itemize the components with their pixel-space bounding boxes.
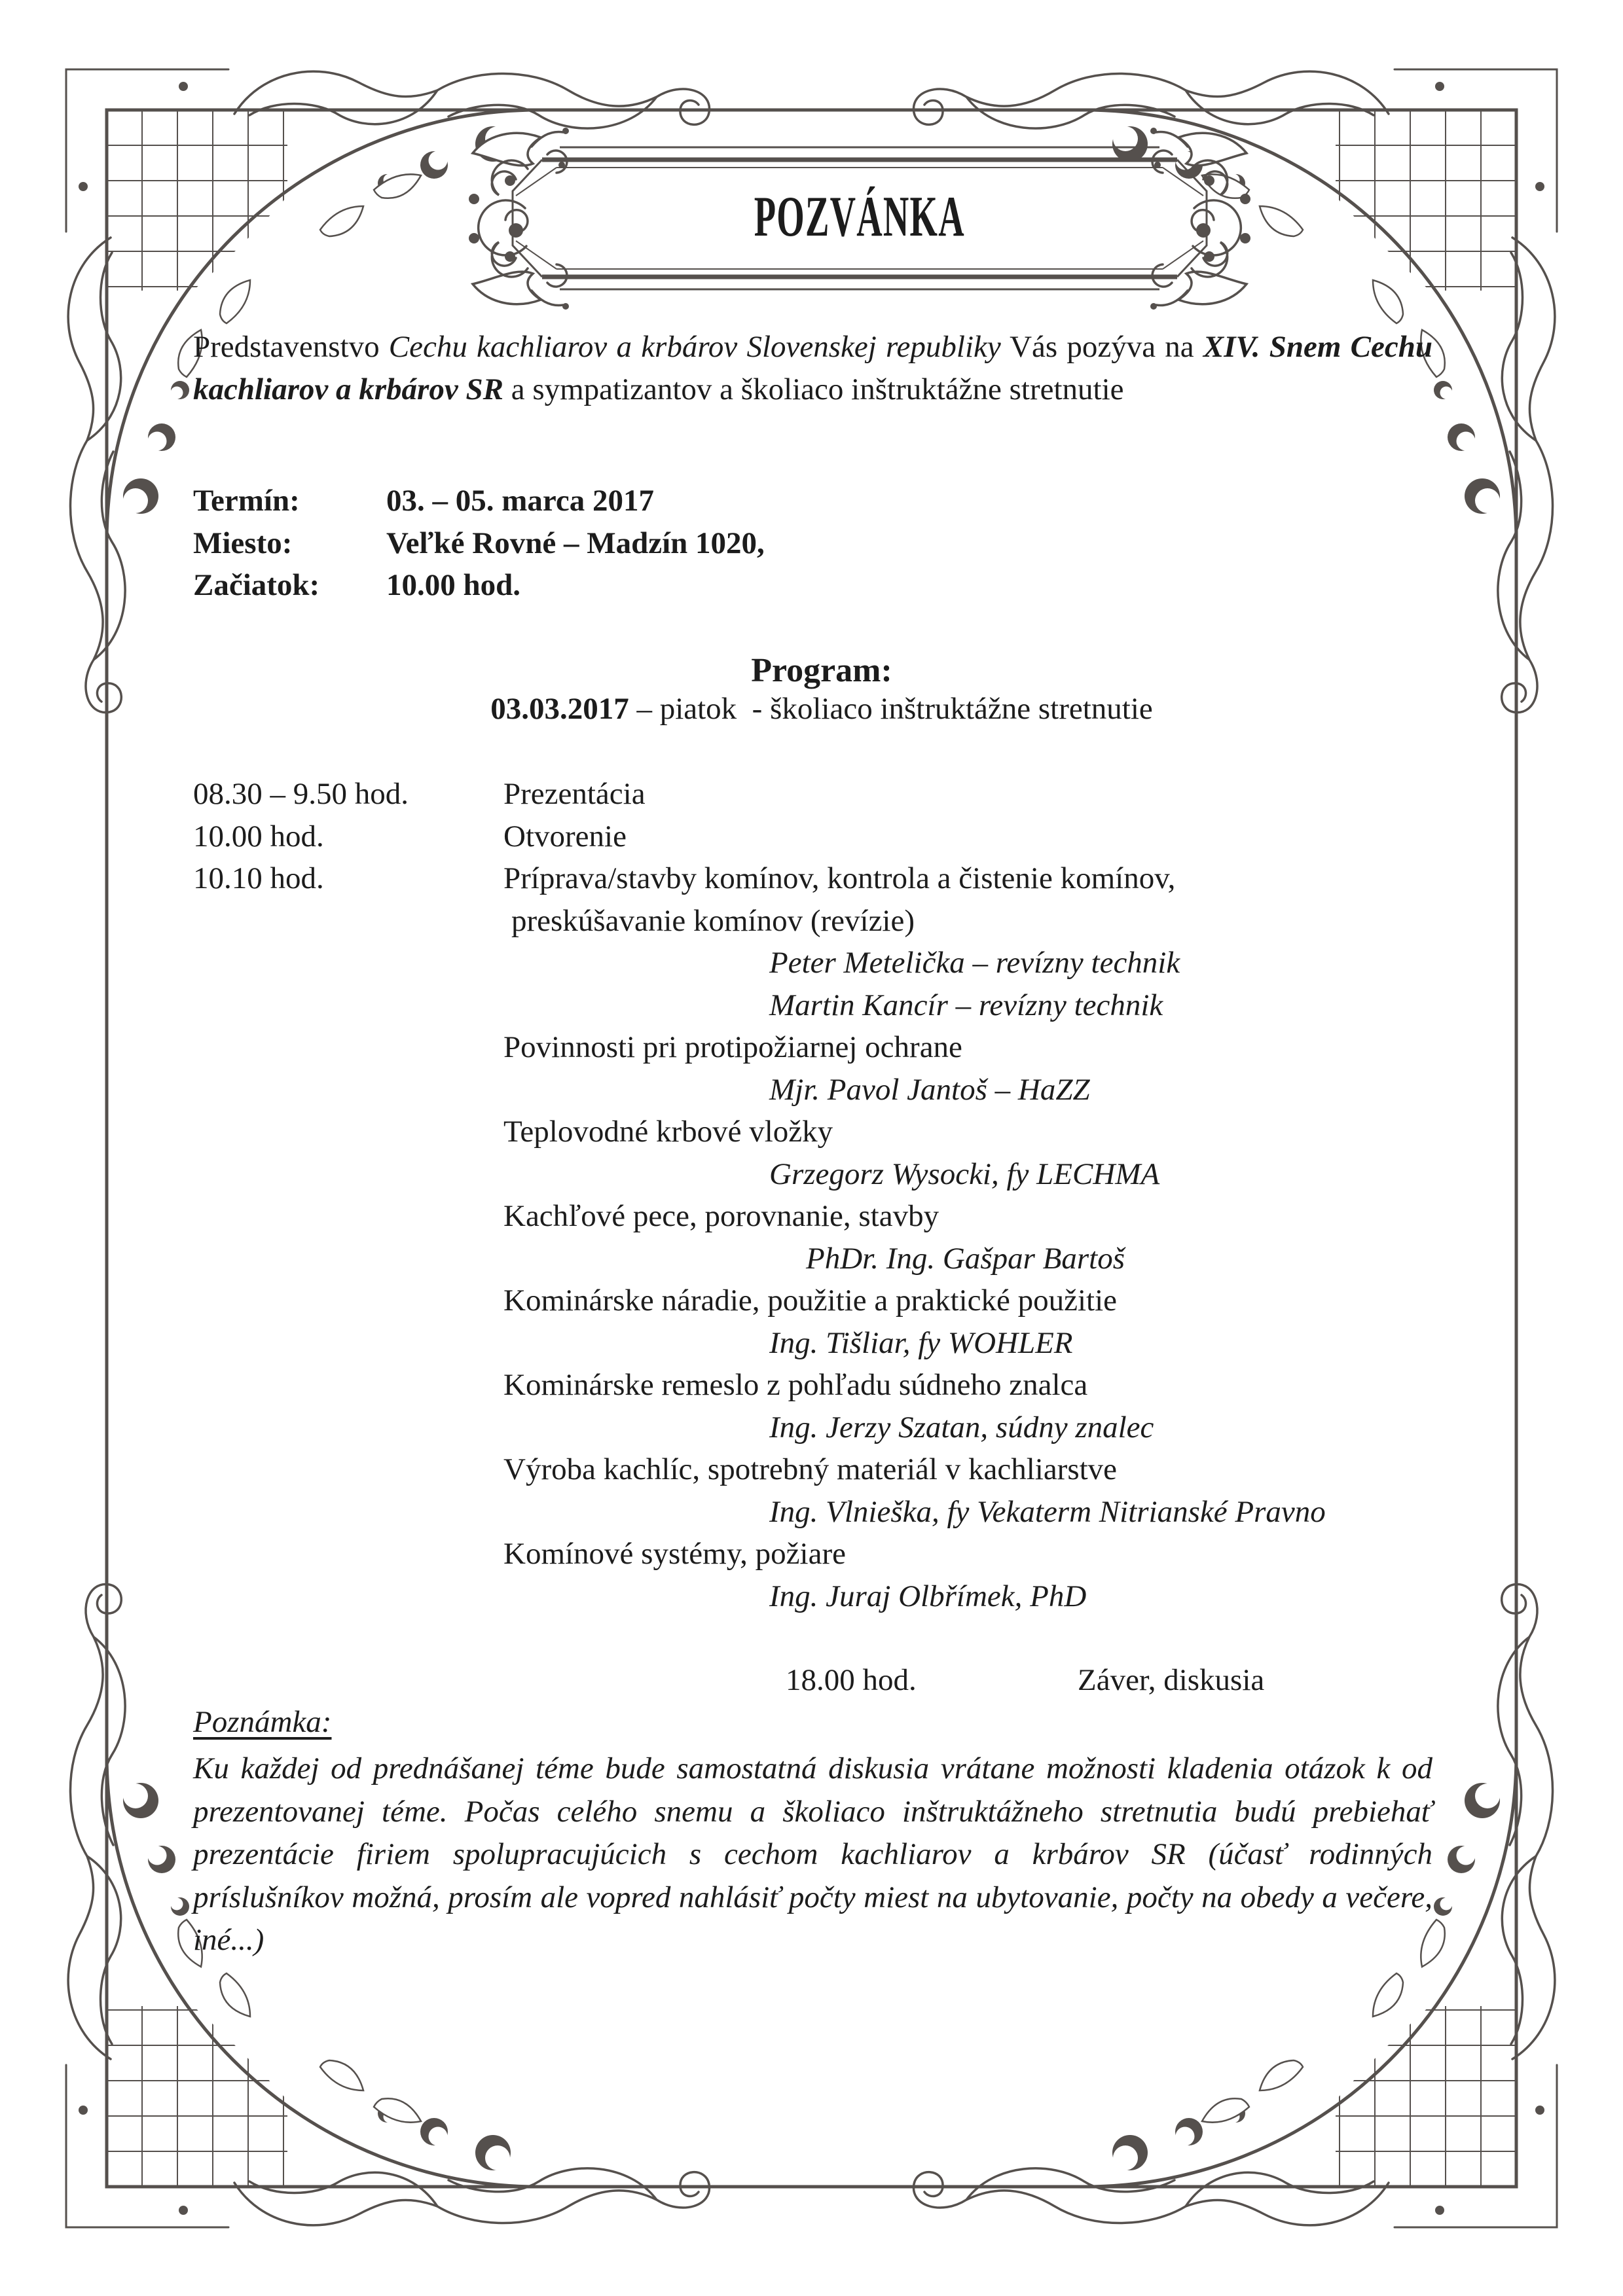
schedule-speaker: Ing. Tišliar, fy WOHLER xyxy=(769,1325,1073,1360)
schedule-time: 10.00 hod. xyxy=(193,819,324,853)
schedule-row xyxy=(193,819,1503,861)
schedule-topic: Otvorenie xyxy=(503,819,627,853)
schedule-row xyxy=(193,903,1503,946)
intro-part-5: a sympatizantov a školiaco inštruktážne stretnutie xyxy=(503,372,1124,406)
intro-part-3: Vás pozýva na xyxy=(1000,330,1203,364)
page-title-text: POZVÁNKA xyxy=(754,185,966,249)
intro-part-1: Predstavenstvo xyxy=(193,330,389,364)
info-label: Miesto: xyxy=(193,526,293,560)
schedule-time: 10.10 hod. xyxy=(193,861,324,895)
info-row-date xyxy=(193,483,765,526)
schedule-row xyxy=(193,1072,1503,1115)
schedule-time: 08.30 – 9.50 hod. xyxy=(193,777,409,811)
schedule-topic: Povinnosti pri protipožiarnej ochrane xyxy=(503,1030,962,1064)
schedule-row xyxy=(193,861,1503,903)
program-subtitle xyxy=(193,691,1450,726)
schedule-row xyxy=(193,1198,1503,1241)
schedule-row xyxy=(193,1325,1503,1368)
schedule-topic: Komínové systémy, požiare xyxy=(503,1537,846,1571)
schedule-row xyxy=(193,1579,1503,1621)
program-schedule xyxy=(193,776,1503,1621)
event-info xyxy=(193,483,765,610)
info-value: Veľké Rovné – Madzín 1020, xyxy=(386,526,765,560)
schedule-topic: Kachľové pece, porovnanie, stavby xyxy=(503,1199,939,1233)
schedule-topic: Teplovodné krbové vložky xyxy=(503,1115,833,1149)
schedule-speaker: Ing. Vlnieška, fy Vekaterm Nitrianské Pravno xyxy=(769,1494,1326,1529)
schedule-row xyxy=(193,1283,1503,1325)
closing-row xyxy=(193,1662,1503,1704)
schedule-row xyxy=(193,945,1503,988)
schedule-speaker: Martin Kancír – revízny technik xyxy=(769,988,1163,1022)
schedule-row xyxy=(193,1157,1503,1199)
info-row-place xyxy=(193,526,765,568)
schedule-topic: preskúšavanie komínov (revízie) xyxy=(511,903,915,938)
note-heading: Poznámka: xyxy=(193,1705,332,1739)
schedule-speaker: Mjr. Pavol Jantoš – HaZZ xyxy=(769,1072,1090,1107)
schedule-row xyxy=(193,1367,1503,1410)
schedule-row xyxy=(193,1410,1503,1452)
info-label: Začiatok: xyxy=(193,568,320,602)
schedule-speaker: Ing. Juraj Olbřímek, PhD xyxy=(769,1579,1087,1613)
schedule-speaker: PhDr. Ing. Gašpar Bartoš xyxy=(806,1241,1125,1276)
schedule-topic: Kominárske remeslo z pohľadu súdneho znalca xyxy=(503,1368,1088,1402)
schedule-row xyxy=(193,1452,1503,1494)
schedule-row xyxy=(193,1030,1503,1072)
schedule-row xyxy=(193,1536,1503,1579)
intro-paragraph xyxy=(193,326,1432,411)
schedule-row xyxy=(193,988,1503,1030)
intro-part-2: Cechu kachliarov a krbárov Slovenskej republiky xyxy=(388,330,1001,364)
page-title xyxy=(97,185,1622,249)
schedule-row xyxy=(193,1114,1503,1157)
schedule-row xyxy=(193,1241,1503,1283)
schedule-speaker: Grzegorz Wysocki, fy LECHMA xyxy=(769,1157,1160,1191)
schedule-topic: Prezentácia xyxy=(503,777,646,811)
schedule-topic: Kominárske náradie, použitie a praktické použitie xyxy=(503,1283,1118,1318)
info-label: Termín: xyxy=(193,484,300,518)
schedule-topic: Príprava/stavby komínov, kontrola a čistenie komínov, xyxy=(503,861,1176,895)
schedule-speaker: Peter Metelička – revízny technik xyxy=(769,946,1180,980)
info-row-start xyxy=(193,567,765,610)
note-paragraph: Ku každej od prednášanej téme bude samostatná diskusia vrátane možnosti kladenia otázok k od prezentovanej téme. Počas celého snemu a školiaco inštruktážneho stretnutia budú prebiehať prezentácie firiem spolupracujúcich s cechom kachliarov a krbárov SR (účasť rodinných príslušníkov možná, prosím ale vopred nahlásiť počty miest na ubytovanie, počty na obedy a večere, iné...) xyxy=(193,1751,1432,1957)
program-date: 03.03.2017 xyxy=(490,692,629,726)
schedule-row xyxy=(193,776,1503,819)
schedule-row xyxy=(193,1494,1503,1537)
schedule-topic: Výroba kachlíc, spotrebný materiál v kachliarstve xyxy=(503,1452,1118,1486)
program-heading: Program: xyxy=(751,652,892,689)
info-value: 03. – 05. marca 2017 xyxy=(386,484,655,518)
closing-time: 18.00 hod. xyxy=(786,1663,917,1697)
schedule-speaker: Ing. Jerzy Szatan, súdny znalec xyxy=(769,1410,1154,1444)
intro-part-4: XIV. Snem Cechu kachliarov a krbárov SR xyxy=(193,330,1432,406)
closing-label: Záver, diskusia xyxy=(1078,1663,1265,1697)
program-subtitle-rest: – piatok - školiaco inštruktážne stretnutie xyxy=(629,692,1153,726)
info-value: 10.00 hod. xyxy=(386,568,521,602)
